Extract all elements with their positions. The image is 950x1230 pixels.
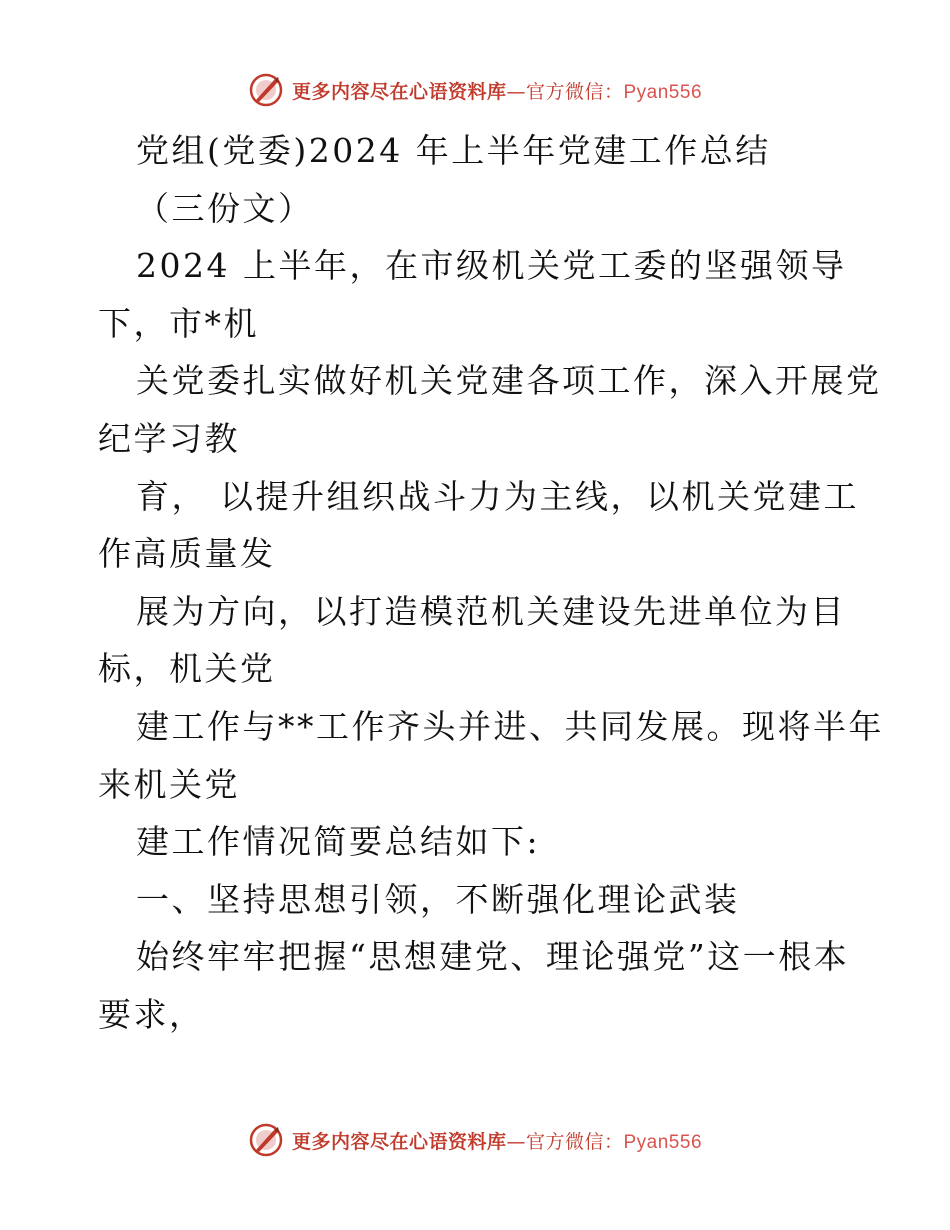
paragraph-line: 纪学习教 bbox=[98, 418, 240, 458]
document-title: 党组(党委)2024 年上半年党建工作总结 bbox=[136, 131, 771, 170]
paragraph-line: 来机关党 bbox=[98, 764, 240, 804]
paragraph-line: 关党委扎实做好机关党建各项工作，深入开展党 bbox=[136, 361, 882, 401]
footer-watermark-banner bbox=[0, 1120, 950, 1160]
paragraph-line: 育， 以提升组织战斗力为主线，以机关党建工 bbox=[136, 476, 859, 516]
banner-wechat-id: Pyan556 bbox=[623, 1131, 703, 1153]
banner-main-text: 更多内容尽在心语资料库 bbox=[291, 1130, 507, 1153]
quill-seal-icon bbox=[248, 72, 284, 108]
section-heading: 一、坚持思想引领，不断强化理论武装 bbox=[136, 879, 740, 919]
paragraph-line: 展为方向，以打造模范机关建设先进单位为目 bbox=[136, 591, 846, 631]
banner-sub-text: 官方微信： bbox=[525, 80, 624, 103]
paragraph-line: 建工作情况简要总结如下: bbox=[136, 822, 541, 862]
paragraph-line: 2024 上半年，在市级机关党工委的坚强领导 bbox=[136, 246, 847, 286]
paragraph-line: 始终牢牢把握“思想建党、理论强党”这一根本 bbox=[136, 937, 850, 977]
quill-seal-icon bbox=[248, 1122, 284, 1158]
document-subtitle: （三份文） bbox=[136, 188, 314, 228]
paragraph-line: 作高质量发 bbox=[98, 534, 276, 574]
banner-main-text: 更多内容尽在心语资料库 bbox=[291, 80, 507, 103]
banner-wechat-id: Pyan556 bbox=[623, 81, 703, 103]
document-body bbox=[98, 122, 884, 1044]
paragraph-line: 下，市*机 bbox=[98, 303, 259, 343]
banner-separator: — bbox=[506, 1130, 526, 1153]
paragraph-line: 要求， bbox=[98, 994, 205, 1034]
paragraph-line: 标，机关党 bbox=[98, 649, 276, 689]
banner-sub-text: 官方微信： bbox=[525, 1130, 624, 1153]
banner-separator: — bbox=[506, 80, 526, 103]
header-watermark-banner bbox=[0, 70, 950, 110]
paragraph-line: 建工作与**工作齐头并进、共同发展。现将半年 bbox=[136, 706, 884, 746]
